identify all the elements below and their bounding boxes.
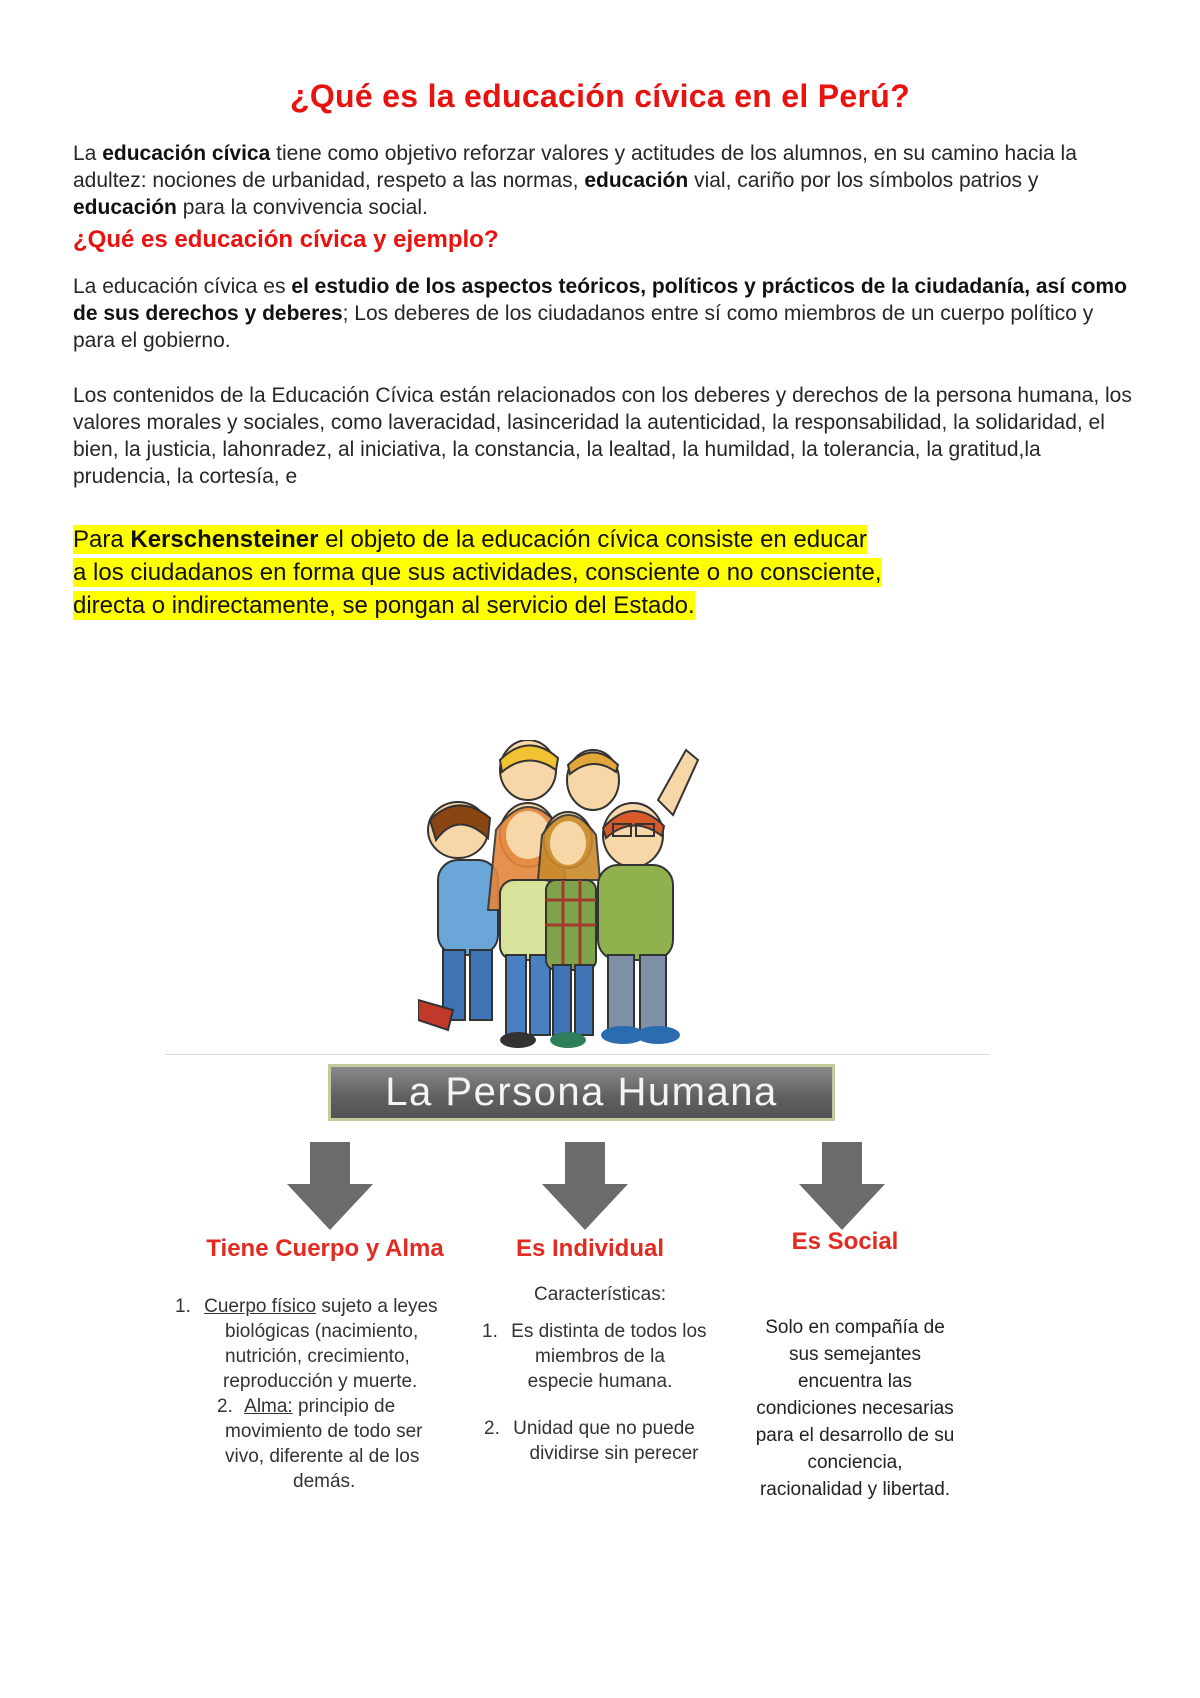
quote-line-3: directa o indirectamente, se pongan al servicio del Estado. — [73, 592, 695, 619]
col3-line4: condiciones necesarias — [756, 1398, 954, 1419]
col3-line6: conciencia, — [807, 1452, 903, 1473]
quote-line-2: a los ciudadanos en forma que sus actividades, consciente o no consciente, — [73, 559, 882, 586]
col3-line1: Solo en compañía de — [765, 1317, 945, 1338]
col3-body — [730, 1314, 980, 1503]
down-arrow-icon — [285, 1142, 375, 1232]
diagram-title-box: La Persona Humana — [328, 1064, 835, 1121]
intro-bold-3: educación — [73, 196, 177, 219]
col2-num1: 1. — [482, 1321, 498, 1342]
col2-item1-line2: miembros de la — [535, 1346, 665, 1367]
intro-text-1: La — [73, 142, 97, 165]
group-of-friends-illustration — [418, 740, 703, 1055]
col1-heading: Tiene Cuerpo y Alma — [206, 1235, 444, 1262]
col3-line5: para el desarrollo de su — [755, 1425, 955, 1446]
intro-text-3: vial, cariño por los símbolos patrios y — [694, 169, 1039, 192]
col2-num2: 2. — [484, 1418, 500, 1439]
col1-item1-term: Cuerpo físico — [204, 1296, 317, 1317]
diagram-top-rule — [165, 1054, 990, 1055]
col2-item1-line3: especie humana. — [527, 1371, 673, 1392]
intro-bold-2: educación — [584, 169, 689, 192]
col3-line3: encuentra las — [797, 1371, 913, 1392]
definition-paragraph — [73, 273, 1133, 354]
col1-num1: 1. — [175, 1296, 191, 1317]
col1-item2-rest: principio de — [298, 1396, 396, 1417]
col1-item2-line3: vivo, diferente al de los — [225, 1446, 420, 1467]
col1-item1-rest: sujeto a leyes — [321, 1296, 438, 1317]
quote-text-1: el objeto de la educación cívica consiste en educar — [325, 526, 867, 553]
contents-paragraph: Los contenidos de la Educación Cívica están relacionados con los deberes y derechos de la persona humana, los valores morales y sociales, como laveracidad, lasinceridad la autenticidad, la responsabilidad, la solidaridad, el bien, la justicia, lahonradez, al iniciativa, la constancia, la lealtad, la humildad, la tolerancia, la gratitud,la prudencia, la cortesía, e — [73, 384, 1132, 488]
intro-paragraph — [73, 140, 1133, 221]
section-heading: ¿Qué es educación cívica y ejemplo? — [73, 226, 499, 253]
col3-heading: Es Social — [791, 1228, 899, 1255]
col2-subheading: Características: — [534, 1284, 666, 1305]
col2-item1-line1: Es distinta de todos los — [511, 1321, 707, 1342]
quote-line-1 — [73, 525, 867, 554]
down-arrow-icon — [797, 1142, 887, 1232]
intro-text-2: tiene como objetivo reforzar valores y actitudes de los alumnos, en su camino hacia la adultez: nociones de urbanidad, respeto a las normas, — [73, 142, 1077, 192]
col1-body — [165, 1294, 465, 1494]
col3-line2: sus semejantes — [788, 1344, 921, 1365]
col2-heading: Es Individual — [515, 1235, 665, 1262]
col3-line7: racionalidad y libertad. — [759, 1479, 951, 1500]
page-title: ¿Qué es la educación cívica en el Perú? — [290, 78, 910, 114]
col1-num2: 2. — [217, 1396, 233, 1417]
kerschensteiner-quote — [73, 523, 1073, 622]
definition-text-1: La educación cívica es — [73, 275, 286, 298]
intro-text-4: para la convivencia social. — [182, 196, 428, 219]
col2-item2-line2: dividirse sin perecer — [529, 1443, 699, 1464]
definition-bold: el estudio de los aspectos teóricos, políticos y prácticos de la ciudadanía, así como de sus derechos y deberes — [73, 275, 1127, 325]
col1-item2-line2: movimiento de todo ser — [225, 1421, 423, 1442]
quote-author: Kerschensteiner — [130, 526, 319, 553]
col1-item2-line4: demás. — [293, 1471, 356, 1492]
intro-bold-1: educación cívica — [102, 142, 271, 165]
definition-text-2: ; Los deberes de los ciudadanos entre sí como miembros de un cuerpo político y para el gobierno. — [73, 302, 1094, 352]
col2-item2-line1: Unidad que no puede — [513, 1418, 695, 1439]
col1-item1-line3: nutrición, crecimiento, — [225, 1346, 410, 1367]
down-arrow-icon — [540, 1142, 630, 1232]
col1-item1-line2: biológicas (nacimiento, — [225, 1321, 419, 1342]
col2-body — [470, 1282, 730, 1466]
col1-item1-line4: reproducción y muerte. — [223, 1371, 418, 1392]
quote-pre: Para — [73, 526, 124, 553]
col1-item2-term: Alma: — [244, 1396, 293, 1417]
